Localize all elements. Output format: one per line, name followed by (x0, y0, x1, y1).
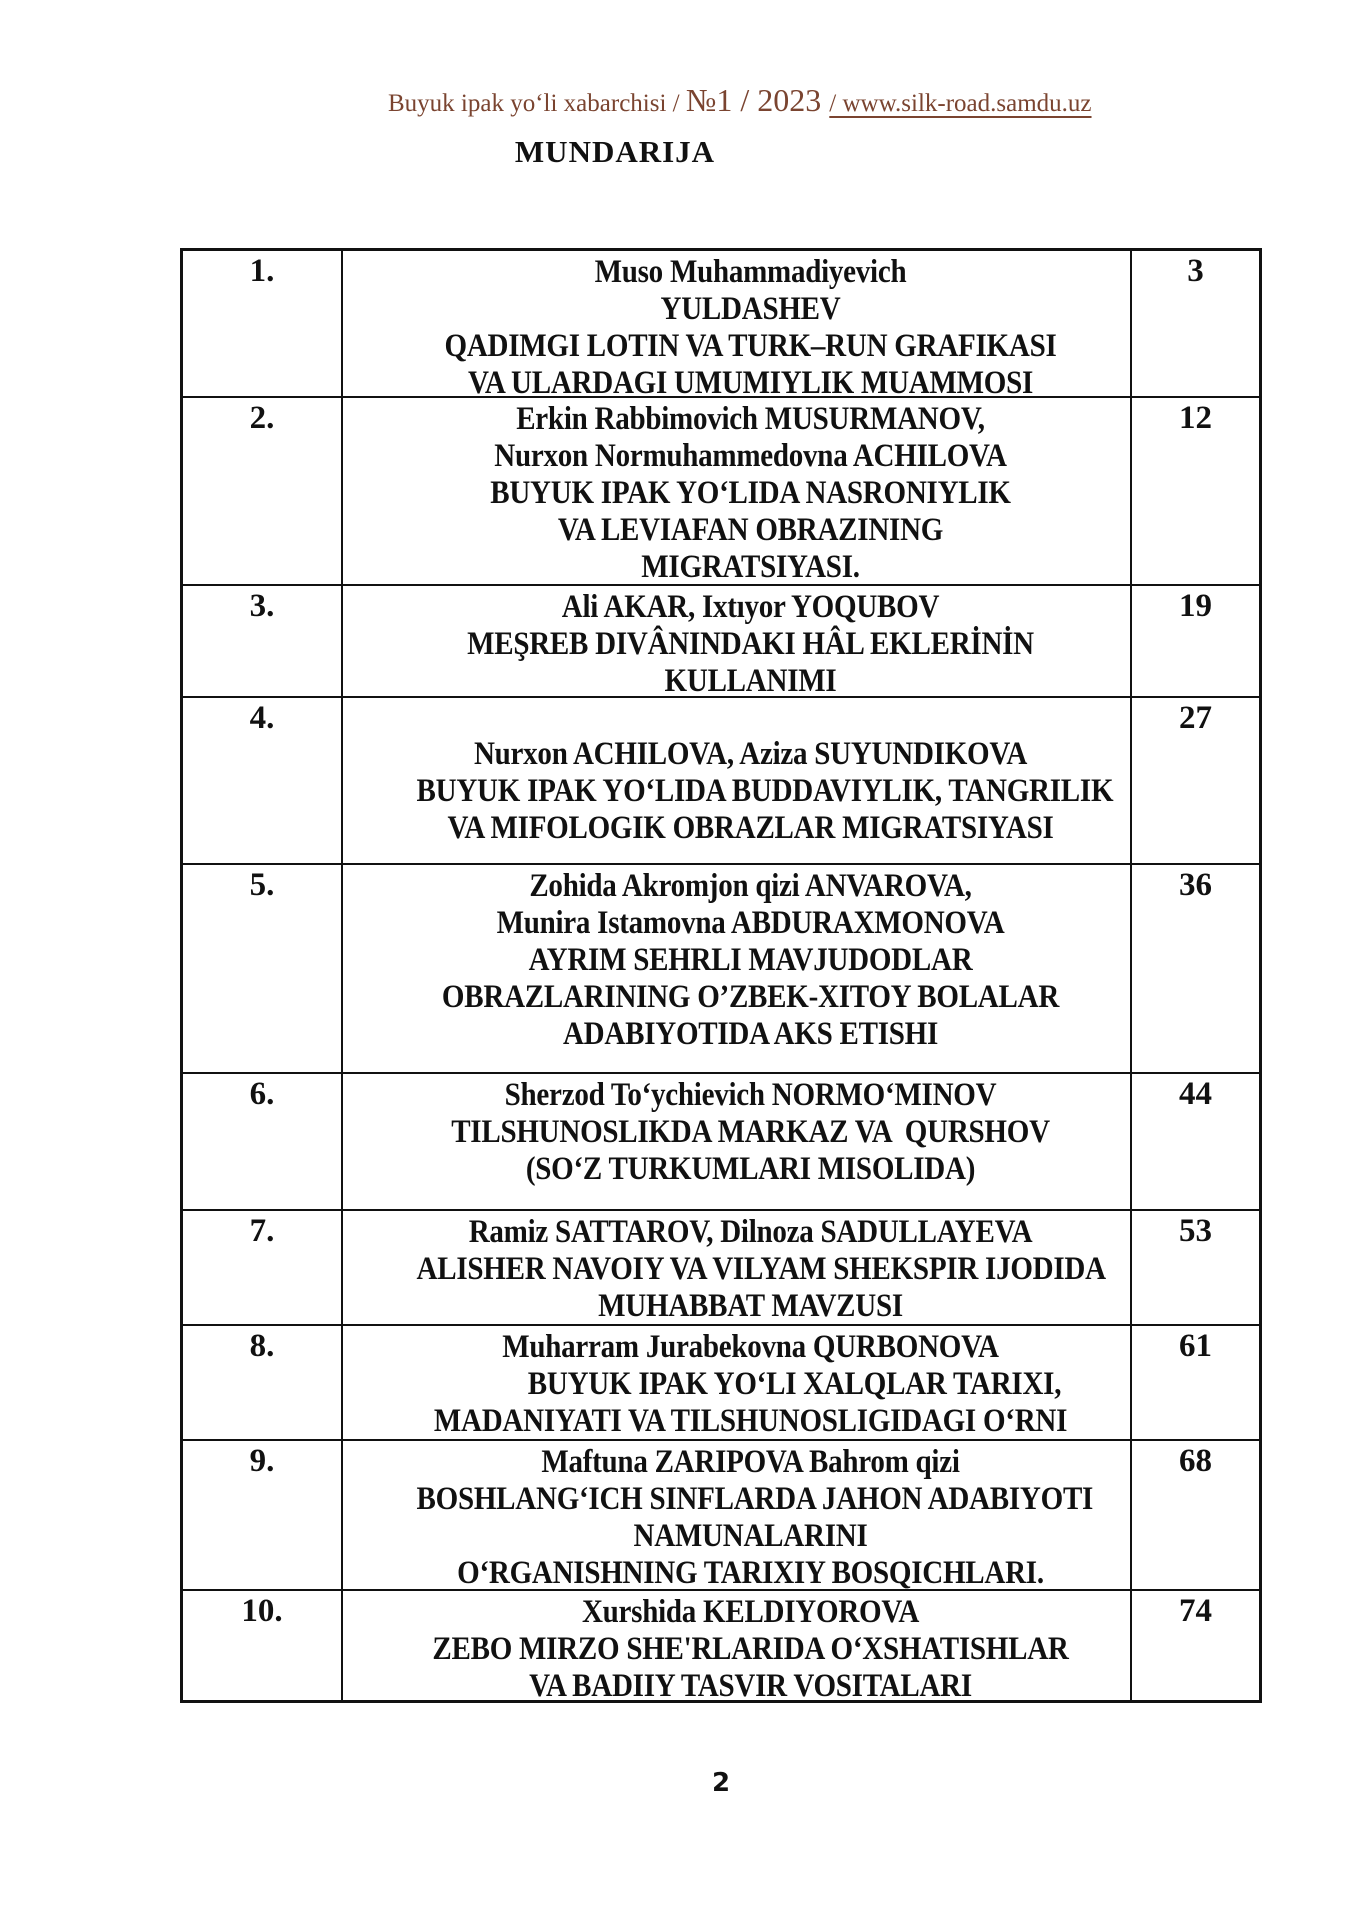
toc-row-page: 3 (1187, 253, 1204, 289)
toc-row-entry (343, 398, 1132, 584)
entry-line: Ali AKAR, Ixtıyor YOQUBOV (561, 589, 940, 625)
entry-line: BUYUK IPAK YO‘LIDA BUDDAVIYLIK, TANGRILIK (416, 773, 1114, 809)
toc-row-10 (183, 1591, 1259, 1700)
toc-row-entry (343, 1326, 1132, 1439)
entry-line: Sherzod To‘ychievich NORMO‘MINOV (504, 1077, 997, 1113)
toc-row-7 (183, 1211, 1259, 1326)
toc-row-2 (183, 398, 1259, 586)
issue-number: №1 / 2023 (685, 82, 830, 118)
toc-row-entry (343, 1074, 1132, 1209)
toc-row-page: 36 (1179, 867, 1212, 903)
entry-line: MUHABBAT MAVZUSI (598, 1288, 903, 1324)
entry-line: Zohida Akromjon qizi ANVAROVA, (529, 868, 972, 904)
footer-page-number: 2 (711, 1768, 731, 1798)
entry-line: OBRAZLARINING O’ZBEK-XITOY BOLALAR (441, 979, 1060, 1015)
toc-row-number: 5. (183, 865, 343, 1072)
entry-line: ADABIYOTIDA AKS ETISHI (562, 1016, 939, 1052)
toc-row-3 (183, 586, 1259, 698)
toc-row-1 (183, 251, 1259, 398)
toc-row-page: 68 (1179, 1443, 1212, 1479)
toc-row-entry (343, 1591, 1132, 1700)
entry-line: AYRIM SEHRLI MAVJUDODLAR (528, 942, 973, 978)
entry-line: (SO‘Z TURKUMLARI MISOLIDA) (525, 1151, 976, 1187)
entry-line: Nurxon Normuhammedovna ACHILOVA (494, 438, 1007, 474)
toc-row-8 (183, 1326, 1259, 1441)
toc-row-9 (183, 1441, 1259, 1591)
toc-row-4 (183, 698, 1259, 865)
toc-row-page: 27 (1179, 700, 1212, 736)
toc-row-page: 12 (1179, 400, 1212, 436)
journal-name: Buyuk ipak yo‘li xabarchisi / (388, 90, 686, 117)
entry-line: KULLANIMI (664, 663, 837, 696)
toc-row-number: 9. (183, 1441, 343, 1589)
entry-line: BOSHLANG‘ICH SINFLARDA JAHON ADABIYOTI (416, 1481, 1094, 1517)
toc-row-page: 61 (1179, 1328, 1212, 1364)
page-title: MUNDARIJA (514, 134, 716, 169)
entry-line: Muharram Jurabekovna QURBONOVA (502, 1329, 999, 1365)
toc-row-page: 44 (1179, 1076, 1212, 1112)
entry-line: TILSHUNOSLIKDA MARKAZ VA QURSHOV (451, 1114, 1050, 1150)
entry-line: ALISHER NAVOIY VA VILYAM SHEKSPIR IJODIDA (416, 1251, 1106, 1287)
toc-row-6 (183, 1074, 1259, 1211)
toc-row-page: 19 (1179, 588, 1212, 624)
entry-line: Munira Istamovna ABDURAXMONOVA (496, 905, 1005, 941)
toc-row-number: 4. (183, 698, 343, 863)
toc-row-page: 53 (1179, 1213, 1212, 1249)
toc-row-number: 3. (183, 586, 343, 696)
entry-line: VA LEVIAFAN OBRAZINING (557, 512, 944, 548)
entry-line: QADIMGI LOTIN VA TURK–RUN GRAFIKASI (444, 328, 1057, 364)
toc-row-entry (343, 865, 1132, 1072)
entry-line: ZEBO MIRZO SHE'RLARIDA O‘XSHATISHLAR (432, 1631, 1069, 1667)
entry-line: MIGRATSIYASI. (641, 549, 860, 584)
toc-row-entry (343, 251, 1132, 396)
toc-row-entry (343, 1211, 1132, 1324)
toc-row-number: 7. (183, 1211, 343, 1324)
entry-line: Ramiz SATTAROV, Dilnoza SADULLAYEVA (468, 1214, 1033, 1250)
entry-line: MEŞREB DIVÂNINDAKI HÂL EKLERİNİN (467, 626, 1034, 662)
entry-line: VA MIFOLOGIK OBRAZLAR MIGRATSIYASI (447, 810, 1054, 846)
entry-line: MADANIYATI VA TILSHUNOSLIGIDAGI O‘RNI (433, 1403, 1068, 1439)
entry-line: Nurxon ACHILOVA, Aziza SUYUNDIKOVA (473, 736, 1028, 772)
toc-row-entry (343, 586, 1132, 696)
toc-row-number: 10. (183, 1591, 343, 1700)
entry-line: YULDASHEV (660, 291, 841, 327)
entry-line: Erkin Rabbimovich MUSURMANOV, (516, 401, 985, 437)
toc-row-number: 6. (183, 1074, 343, 1209)
toc-row-5 (183, 865, 1259, 1074)
entry-line: Xurshida KELDIYOROVA (581, 1594, 920, 1630)
running-header (380, 64, 1092, 119)
toc-row-number: 2. (183, 398, 343, 584)
entry-line: VA BADIIY TASVIR VOSITALARI (529, 1668, 972, 1700)
entry-line: BUYUK IPAK YO‘LIDA NASRONIYLIK (490, 475, 1011, 511)
toc-row-entry (343, 1441, 1132, 1589)
entry-line: O‘RGANISHNING TARIXIY BOSQICHLARI. (457, 1555, 1044, 1589)
toc-row-entry (343, 698, 1132, 863)
entry-line: BUYUK IPAK YO‘LI XALQLAR TARIXI, (527, 1366, 1062, 1402)
toc-row-number: 8. (183, 1326, 343, 1439)
entry-line: NAMUNALARINI (633, 1518, 868, 1554)
toc-table (180, 248, 1262, 1703)
entry-line: Maftuna ZARIPOVA Bahrom qizi (541, 1444, 960, 1480)
toc-row-number: 1. (183, 251, 343, 396)
entry-line: VA ULARDAGI UMUMIYLIK MUAMMOSI (467, 365, 1034, 396)
entry-line: Muso Muhammadiyevich (594, 254, 907, 290)
journal-url-link[interactable]: / www.silk-road.samdu.uz (829, 90, 1092, 117)
toc-row-page: 74 (1179, 1593, 1212, 1629)
